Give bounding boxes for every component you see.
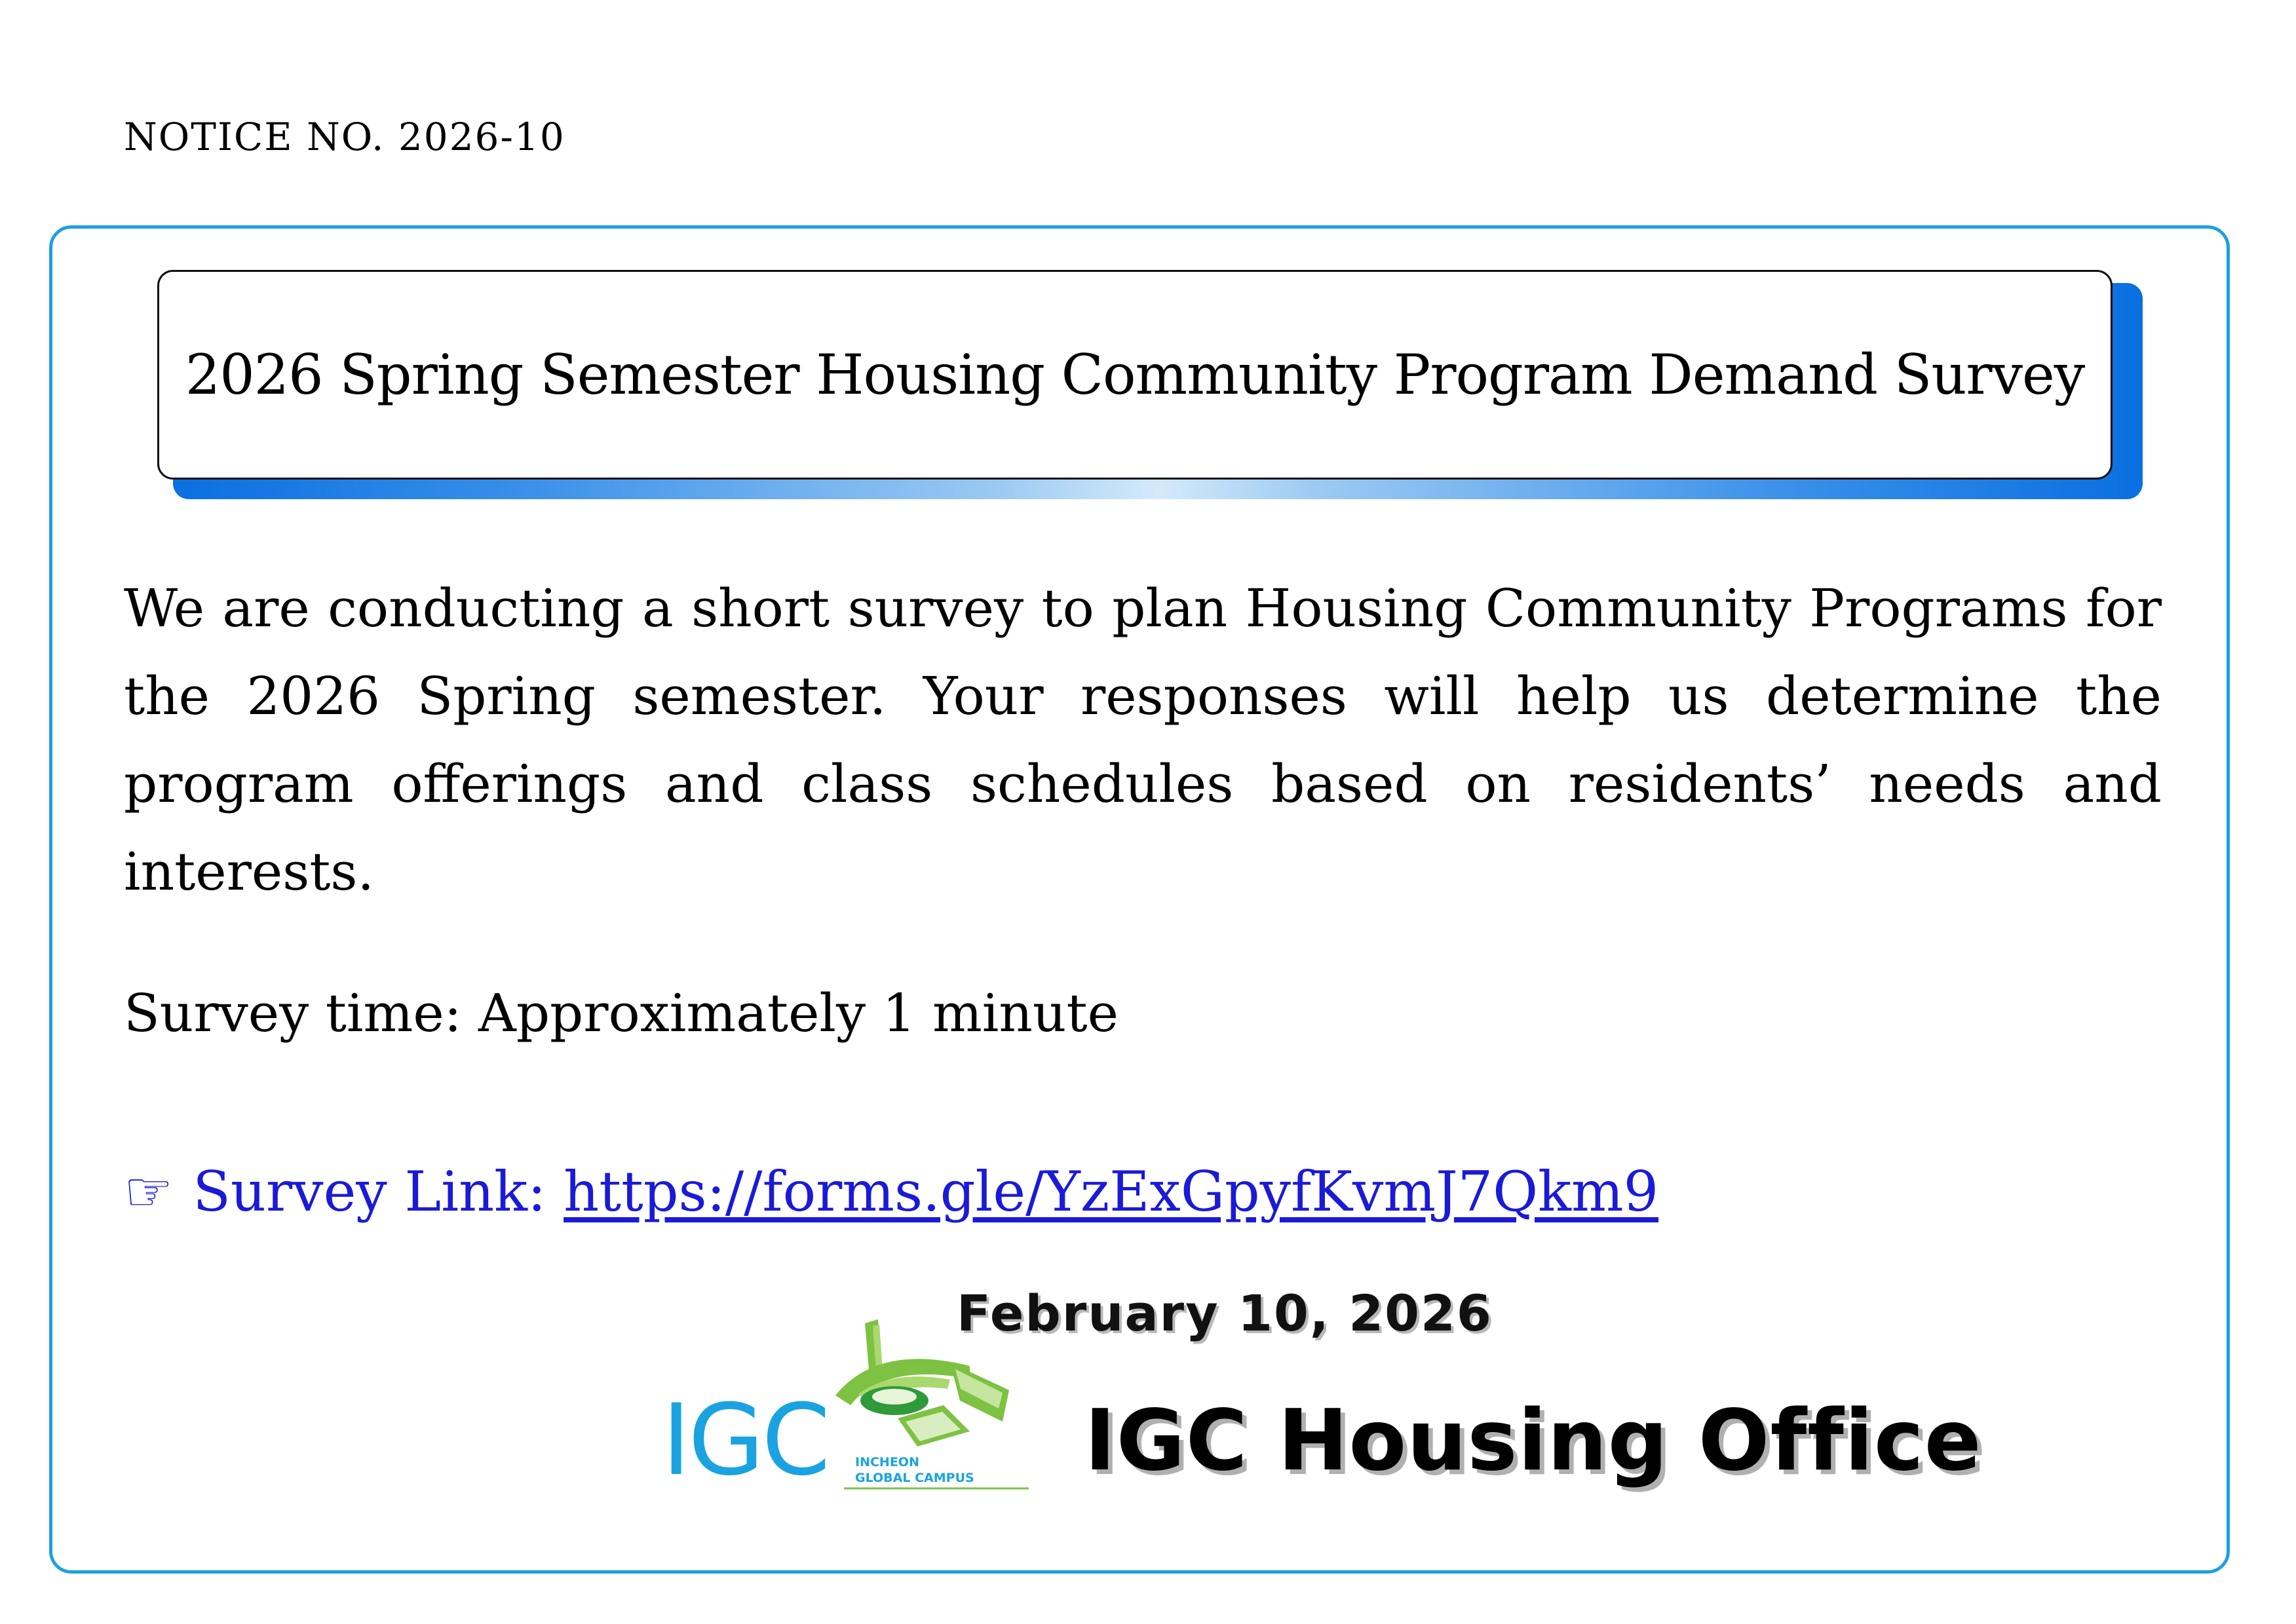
notice-number: NOTICE NO. 2026-10 [124, 115, 565, 159]
notice-date: February 10, 2026 [957, 1284, 1493, 1342]
survey-link[interactable]: https://forms.gle/YzExGpyfKvmJ7Qkm9 [564, 1160, 1659, 1224]
title-banner [157, 270, 2113, 480]
body-paragraph: We are conducting a short survey to plan Housing Community Programs for the 2026 Spring semester. Your responses will help us determine the program offerings and class schedules based on residents’ needs and interests. [124, 578, 2162, 902]
logo-mark: IGC [662, 1384, 828, 1494]
notice-title: 2026 Spring Semester Housing Community Program Demand Survey [185, 343, 2085, 407]
pointing-hand-icon: ☞ [124, 1160, 174, 1224]
office-name: IGC Housing Office [1084, 1392, 1982, 1490]
igc-logo [662, 1317, 1029, 1494]
survey-time: Survey time: Approximately 1 minute [124, 983, 1119, 1044]
survey-link-label: Survey Link: [193, 1160, 546, 1224]
survey-link-row [124, 1160, 1658, 1224]
logo-line2: GLOBAL CAMPUS [855, 1471, 974, 1485]
logo-line1: INCHEON [855, 1455, 919, 1469]
campus-building-icon [835, 1319, 1009, 1446]
